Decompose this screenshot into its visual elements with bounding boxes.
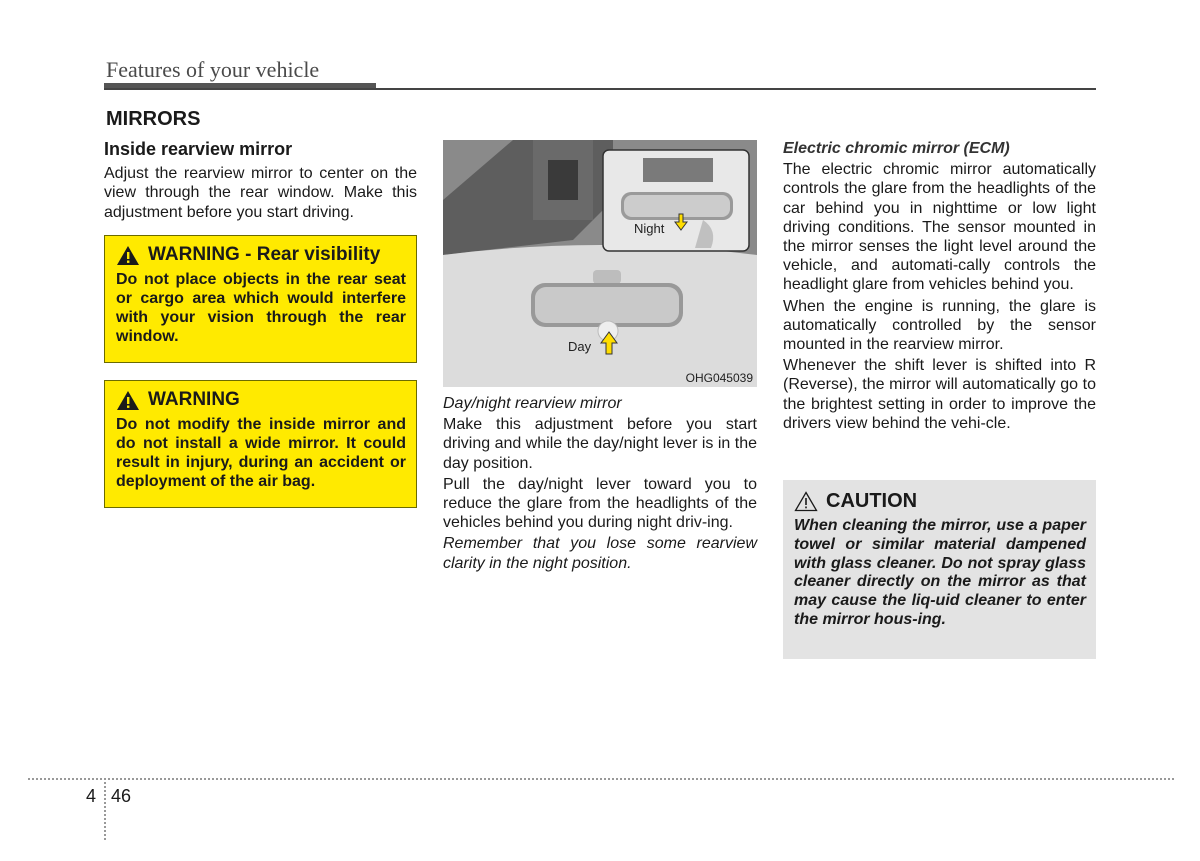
warning-label: WARNING [148, 389, 240, 410]
subsection-title: Inside rearview mirror [104, 139, 293, 159]
warning-heading [116, 389, 406, 411]
figure-code: OHG045039 [685, 371, 753, 385]
body-paragraph: Make this adjustment before you start driving and while the day/night lever is in the day position. [443, 416, 757, 472]
night-label: Night [634, 221, 665, 236]
caution-box [783, 480, 1096, 659]
footer-rule [28, 778, 1174, 780]
warning-text: Do not modify the inside mirror and do not install a wide mirror. It could result in injury, during an accident or deployment of the air bag. [116, 416, 406, 490]
column-right [783, 139, 1096, 435]
rearview-mirror-illustration [443, 140, 757, 387]
chapter-number: 4 [86, 786, 97, 806]
mirror-drawing [443, 140, 757, 387]
figure-caption: Day/night rearview mirror [443, 395, 622, 412]
body-paragraph: The electric chromic mirror automatically controls the glare from the headlights of the car behind you in nighttime or low light driving conditions. The sensor mounted in the mirror senses the light level around the vehicle, and automati-cally controls the headlight glare from vehicles behind you. [783, 161, 1096, 294]
caution-text: When cleaning the mirror, use a paper towel or similar material dampened with glass cleaner. Do not spray glass cleaner directly on the mirror as that may cause the liq-uid cleaner to enter the mirror hous-ing. [794, 517, 1086, 628]
caution-label: CAUTION [826, 490, 918, 512]
day-label: Day [568, 339, 592, 354]
footer-divider [104, 782, 106, 840]
warning-box-mirror-modification [104, 380, 417, 508]
warning-triangle-icon [116, 245, 140, 266]
subsection-title: Electric chromic mirror (ECM) [783, 140, 1010, 157]
section-title: MIRRORS [106, 108, 201, 130]
warning-label: WARNING - [148, 244, 252, 265]
running-header: Features of your vehicle [106, 57, 320, 82]
note-paragraph: Remember that you lose some rearview clarity in the night position. [443, 535, 757, 572]
column-left [104, 140, 417, 224]
body-paragraph: Pull the day/night lever toward you to reduce the glare from the headlights of the vehicles behind you during night driv-ing. [443, 475, 757, 532]
caution-heading [794, 490, 1086, 513]
warning-box-rear-visibility [104, 235, 417, 363]
page-number: 46 [111, 786, 132, 806]
body-paragraph: When the engine is running, the glare is automatically controlled by the sensor mounted in the rearview mirror. [783, 297, 1096, 354]
intro-paragraph: Adjust the rearview mirror to center on the view through the rear window. Make this adjustment before you start driving. [104, 165, 417, 221]
warning-heading [116, 244, 406, 266]
warning-topic: Rear visibility [256, 244, 381, 265]
warning-triangle-icon [116, 390, 140, 411]
warning-text: Do not place objects in the rear seat or cargo area which would interfere with your vision through the rear window. [116, 271, 406, 345]
header-rule [104, 88, 1096, 90]
caution-triangle-icon [794, 491, 818, 512]
column-middle [443, 394, 757, 575]
body-paragraph: Whenever the shift lever is shifted into R (Reverse), the mirror will automatically go to the brightest setting in order to improve the drivers view behind the vehi-cle. [783, 357, 1096, 432]
